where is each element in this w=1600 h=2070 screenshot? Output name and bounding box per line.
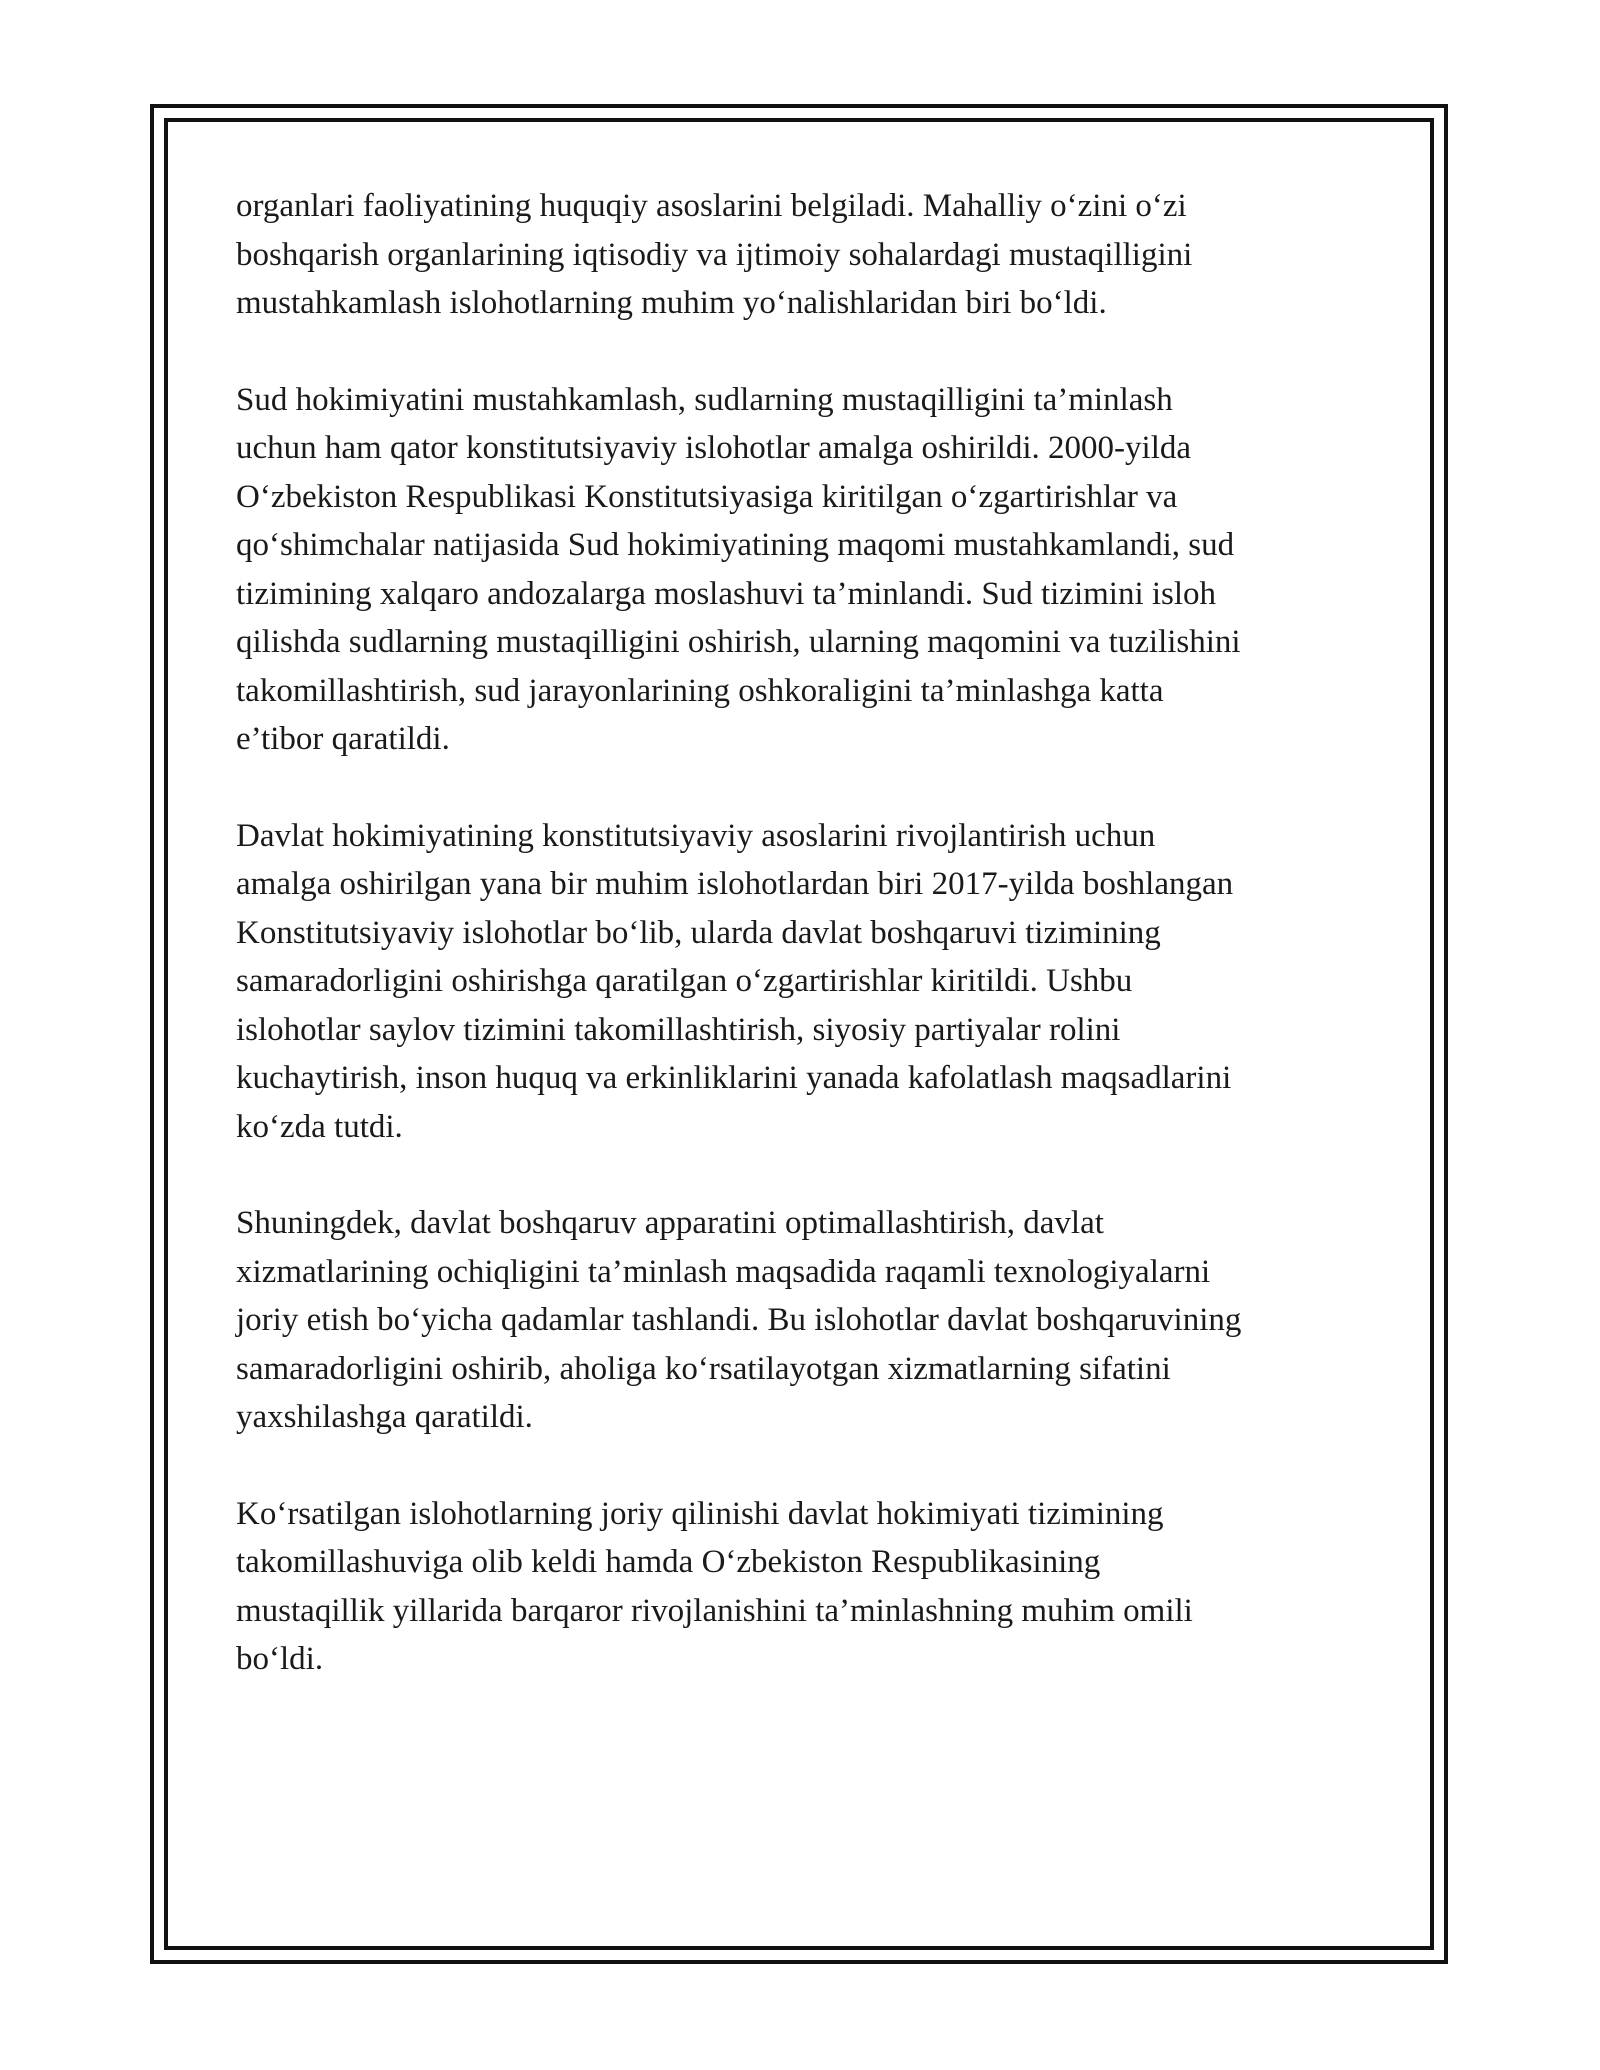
paragraph-5: Ko‘rsatilgan islohotlarning joriy qilinishi davlat hokimiyati tizimining takomillashuviga olib keldi hamda O‘zbekiston Respublikasining mustaqillik yillarida barqaror rivojlanishini ta’minlashning muhim omili bo‘ldi. — [236, 1495, 1193, 1677]
paragraph-1: organlari faoliyatining huquqiy asoslarini belgiladi. Mahalliy o‘zini o‘zi boshqarish organlarining iqtisodiy va ijtimoiy sohalardagi mustaqilligini mustahkamlash islohotlarning muhim yo‘nalishlaridan biri bo‘ldi. — [236, 188, 1193, 321]
paragraph-4: Shuningdek, davlat boshqaruv apparatini optimallashtirish, davlat xizmatlarining ochiqligini ta’minlash maqsadida raqamli texnologiyalarni joriy etish bo‘yicha qadamlar tashlandi. Bu islohotlar davlat boshqaruvining samaradorligini oshirib, aholiga ko‘rsatilayotgan xizmatlarning sifatini yaxshilashga qaratildi. — [236, 1205, 1242, 1435]
document-body — [236, 182, 1366, 1732]
paragraph-2: Sud hokimiyatini mustahkamlash, sudlarning mustaqilligini ta’minlash uchun ham qator konstitutsiyaviy islohotlar amalga oshirildi. 2000-yilda O‘zbekiston Respublikasi Konstitutsiyasiga kiritilgan o‘zgartirishlar va qo‘shimchalar natijasida Sud hokimiyatining maqomi mustahkamlandi, sud tizimining xalqaro andozalarga moslashuvi ta’minlandi. Sud tizimini isloh qilishda sudlarning mustaqilligini oshirish, ularning maqomini va tuzilishini takomillashtirish, sud jarayonlarining oshkoraligini ta’minlashga katta e’tibor qaratildi. — [236, 381, 1241, 757]
paragraph-3: Davlat hokimiyatining konstitutsiyaviy asoslarini rivojlantirish uchun amalga oshirilgan yana bir muhim islohotlardan biri 2017-yilda boshlangan Konstitutsiyaviy islohotlar bo‘lib, ularda davlat boshqaruvi tizimining samaradorligini oshirishga qaratilgan o‘zgartirishlar kiritildi. Ushbu islohotlar saylov tizimini takomillashtirish, siyosiy partiyalar rolini kuchaytirish, inson huquq va erkinliklarini yanada kafolatlash maqsadlarini ko‘zda tutdi. — [236, 817, 1234, 1145]
